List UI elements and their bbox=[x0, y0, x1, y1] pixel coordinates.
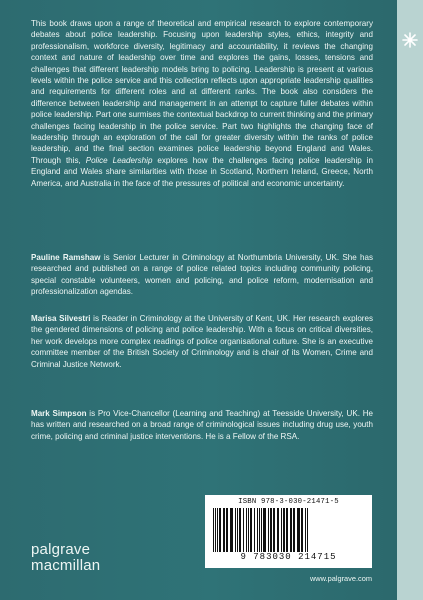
publisher-logo bbox=[31, 542, 100, 574]
palgrave-star-logo-icon bbox=[399, 29, 421, 51]
barcode-bar bbox=[237, 508, 238, 552]
barcode-bar bbox=[281, 508, 282, 552]
barcode-bar bbox=[283, 508, 285, 552]
barcode-bar bbox=[250, 508, 252, 552]
isbn-label: ISBN 978-3-030-21471-5 bbox=[238, 498, 339, 506]
barcode-bar bbox=[307, 508, 308, 552]
book-title-italic: Police Leadership bbox=[85, 155, 153, 165]
barcode-bar bbox=[277, 508, 279, 552]
blurb-text-part2: explores how the challenges facing police leadership in England and Wales share similarities with those in Scotland, Northern Ireland, Greece, North America, and Australia in the face of the pressures of political and economic uncertainty. bbox=[31, 155, 373, 188]
barcode-digits: 9 783030 214715 bbox=[240, 552, 337, 562]
barcode-bar bbox=[301, 508, 303, 552]
barcode-bar bbox=[259, 508, 260, 552]
barcode-bar bbox=[219, 508, 221, 552]
barcode-bar bbox=[248, 508, 249, 552]
barcode-bar bbox=[243, 508, 244, 552]
publisher-name-line2: macmillan bbox=[31, 557, 101, 574]
barcode-bar bbox=[263, 508, 266, 552]
publisher-name-line1: palgrave bbox=[31, 541, 91, 558]
author-bio-ramshaw bbox=[31, 252, 373, 298]
blurb-paragraph bbox=[31, 18, 373, 189]
barcode-bar bbox=[215, 508, 216, 552]
publisher-website: www.palgrave.com bbox=[309, 574, 372, 583]
barcode-bar bbox=[290, 508, 292, 552]
barcode-bar bbox=[230, 508, 233, 552]
barcode-bar bbox=[270, 508, 272, 552]
barcode-bar bbox=[268, 508, 269, 552]
barcode-bars bbox=[211, 508, 366, 552]
author-name: Pauline Ramshaw bbox=[31, 253, 101, 262]
author-bio-simpson bbox=[31, 408, 373, 442]
barcode-bar bbox=[213, 508, 214, 552]
barcode-bar bbox=[239, 508, 241, 552]
author-bio-text: is Pro Vice-Chancellor (Learning and Teaching) at Teesside University, UK. He has written and researched on a broad range of criminological issues including drug use, youth crime, policing and criminal justice interventions. He is a Fellow of the RSA. bbox=[31, 409, 373, 441]
barcode-bar bbox=[254, 508, 255, 552]
blurb-text-part1: This book draws upon a range of theoretical and empirical research to explore contemporary debates about police leadership. Focusing upon leadership styles, ethics, integrity and professionalism, workforce diversity, legitimacy and accountability, it reviews the changing context and nature of leadership over time and explores the gains, losses, tensions and challenges that different leadership models bring to policing. Leadership is present at various levels within the police service and this collection reflects upon appropriate leadership qualities and requirements for different roles and at different ranks. The book also considers the difference between leadership and management in an attempt to capture fuller debates within police leadership. Part one surmises the contextual backdrop to current thinking and the primary challenges facing leadership in the police service. Part two highlights the changing face of leadership through an exploration of the call for greater diversity within the ranks of police leadership, and the final section examines police leadership beyond England and Wales. Through this, bbox=[31, 19, 373, 165]
barcode-bar bbox=[246, 508, 247, 552]
barcode-bar bbox=[261, 508, 262, 552]
author-bio-text: is Senior Lecturer in Criminology at Northumbria University, UK. She has researched and published on a range of police related topics including community policing, special constable volunteers, women and policing, and police reform, modernisation and professionalization agendas. bbox=[31, 253, 373, 297]
barcode-bar bbox=[257, 508, 258, 552]
barcode-bar bbox=[286, 508, 288, 552]
spine-strip bbox=[397, 0, 423, 600]
barcode-bar bbox=[273, 508, 275, 552]
barcode-bar bbox=[217, 508, 218, 552]
author-name: Marisa Silvestri bbox=[31, 314, 91, 323]
author-bio-silvestri bbox=[31, 313, 373, 370]
isbn-barcode bbox=[205, 495, 372, 568]
barcode-bar bbox=[293, 508, 295, 552]
barcode-bar bbox=[223, 508, 225, 552]
barcode-bar bbox=[226, 508, 228, 552]
author-bio-text: is Reader in Criminology at the University of Kent, UK. Her research explores the gendered dimensions of policing and police leadership. With a focus on critical diversities, her work develops more complex readings of police organisational culture. She is an executive committee member of the British Society of Criminology and is chair of its Women, Crime and Criminal Justice Network. bbox=[31, 314, 373, 369]
barcode-bar bbox=[235, 508, 236, 552]
barcode-bar bbox=[297, 508, 300, 552]
author-name: Mark Simpson bbox=[31, 409, 87, 418]
barcode-bar bbox=[305, 508, 306, 552]
